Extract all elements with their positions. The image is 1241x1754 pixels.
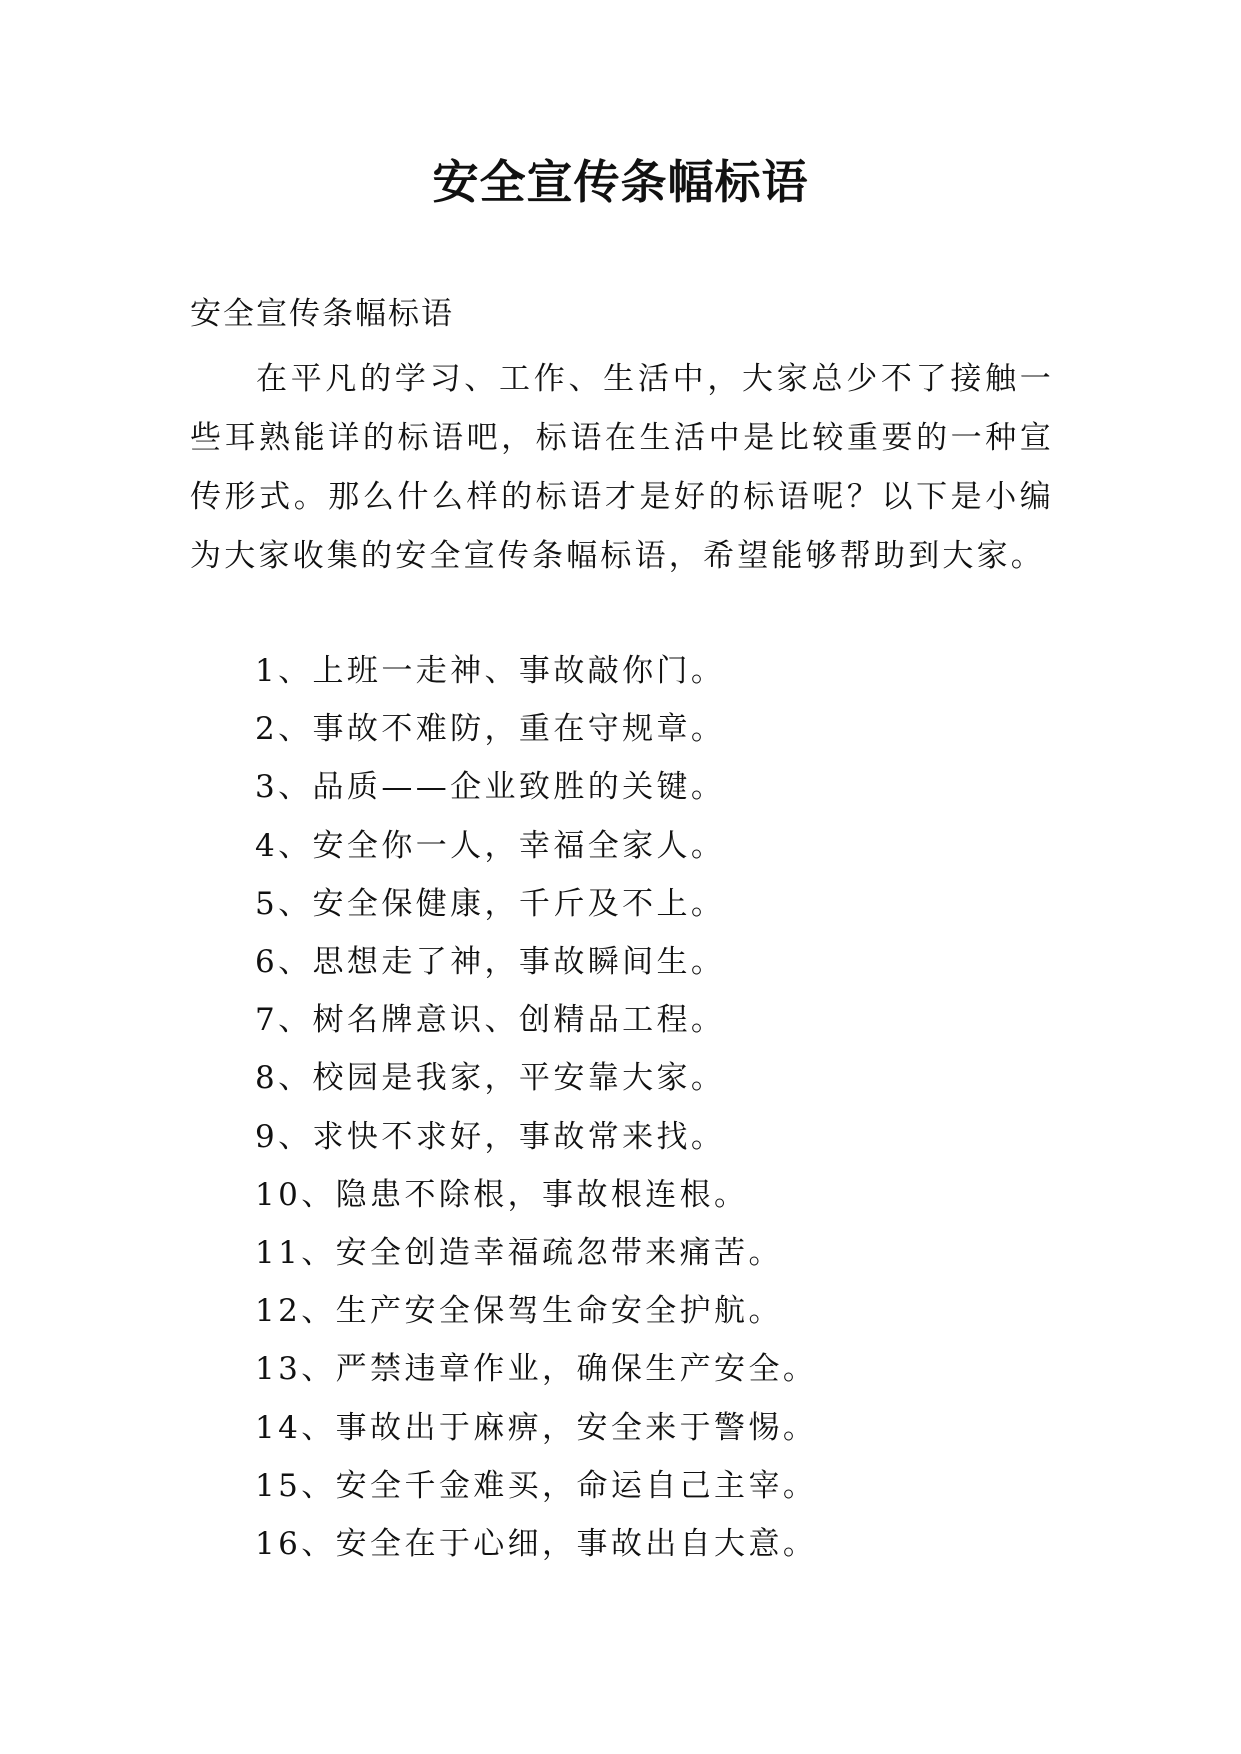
- slogan-item: 10、隐患不除根，事故根连根。: [255, 1176, 749, 1213]
- slogan-item: 16、安全在于心细，事故出自大意。: [255, 1526, 818, 1563]
- slogan-item: 13、严禁违章作业，确保生产安全。: [255, 1351, 818, 1388]
- slogan-item: 14、事故出于麻痹，安全来于警惕。: [255, 1409, 818, 1446]
- document-title: 安全宣传条幅标语: [432, 155, 809, 209]
- slogan-item: 11、安全创造幸福疏忽带来痛苦。: [255, 1235, 783, 1272]
- intro-paragraph: 在平凡的学习、工作、生活中，大家总少不了接触一些耳熟能详的标语吧，标语在生活中是比较重要的一种宣传形式。那么什么样的标语才是好的标语呢？以下是小编为大家收集的安全宣传条幅标语，希望能够帮助到大家。: [190, 361, 1054, 574]
- slogan-item: 3、品质——企业致胜的关键。: [255, 769, 726, 806]
- slogan-item: 5、安全保健康，千斤及不上。: [255, 885, 726, 922]
- slogan-item: 15、安全千金难买，命运自己主宰。: [255, 1467, 818, 1504]
- slogan-item: 12、生产安全保驾生命安全护航。: [255, 1293, 783, 1330]
- slogan-list: [255, 642, 817, 1573]
- slogan-item: 9、求快不求好，事故常来找。: [255, 1118, 726, 1155]
- slogan-item: 4、安全你一人，幸福全家人。: [255, 827, 726, 864]
- slogan-item: 1、上班一走神、事故敲你门。: [255, 653, 726, 689]
- slogan-item: 8、校园是我家，平安靠大家。: [255, 1060, 726, 1097]
- document-subtitle: 安全宣传条幅标语: [190, 296, 454, 332]
- slogan-item: 6、思想走了神，事故瞬间生。: [255, 944, 726, 981]
- slogan-item: 7、树名牌意识、创精品工程。: [255, 1002, 726, 1039]
- slogan-item: 2、事故不难防，重在守规章。: [255, 711, 726, 748]
